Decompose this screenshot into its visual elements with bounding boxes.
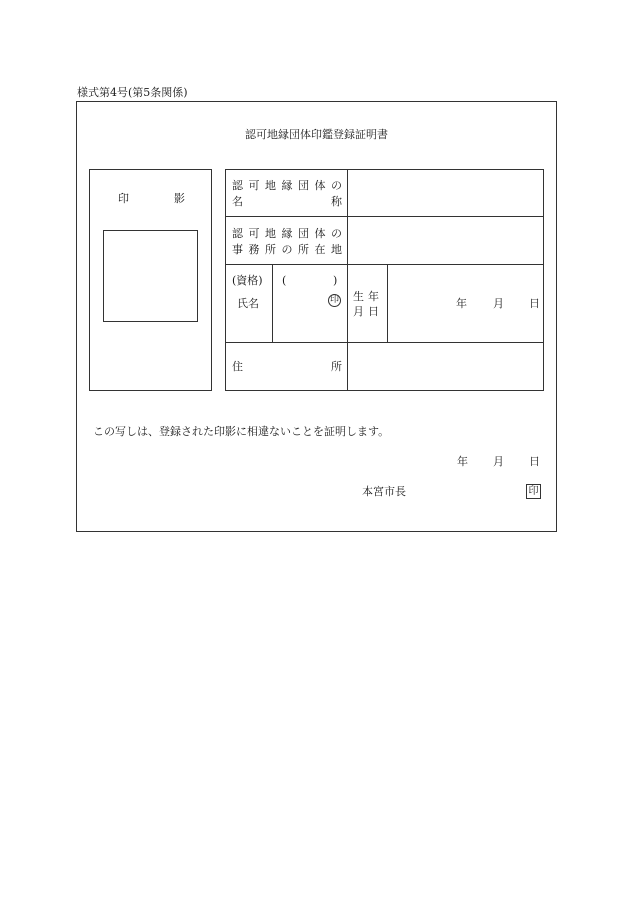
seal-impression-box <box>103 230 198 322</box>
issue-day-label: 日 <box>529 455 540 468</box>
table-divider-label <box>347 169 348 391</box>
seal-impression-label-ei: 影 <box>174 192 185 205</box>
name-label: 氏名 <box>237 297 259 310</box>
table-divider-birth <box>387 264 388 342</box>
qualification-paren-open: ( <box>282 274 287 287</box>
group-name-label-line1: 認可地縁団体の <box>232 179 342 192</box>
signatory-title: 本宮市長 <box>362 485 406 498</box>
address-label-b: 所 <box>331 360 342 373</box>
office-address-label-line2: 事務所の所在地 <box>232 243 342 256</box>
address-label-a: 住 <box>232 360 243 373</box>
table-row-divider-1 <box>225 216 544 217</box>
issue-year-label: 年 <box>457 455 468 468</box>
qualification-label: (資格) <box>232 274 263 287</box>
birth-label-line2: 月日 <box>353 305 383 318</box>
birth-month-label: 月 <box>493 297 504 310</box>
office-address-label-line1: 認可地縁団体の <box>232 227 342 240</box>
signatory-seal-mark: 印 <box>526 484 541 499</box>
table-row-divider-3 <box>225 342 544 343</box>
certificate-title: 認可地縁団体印鑑登録証明書 <box>245 128 388 141</box>
group-name-label-a: 名 <box>232 195 243 208</box>
birth-label-line1: 生年 <box>353 290 383 303</box>
qualification-paren-close: ) <box>333 274 338 287</box>
birth-day-label: 日 <box>529 297 540 310</box>
form-number: 様式第4号(第5条関係) <box>77 86 188 99</box>
representative-seal-mark: 印 <box>329 295 339 305</box>
issue-month-label: 月 <box>493 455 504 468</box>
table-divider-qualification <box>272 264 273 342</box>
group-name-label-b: 称 <box>331 195 342 208</box>
certification-statement: この写しは、登録された印影に相違ないことを証明します。 <box>93 425 390 438</box>
seal-impression-label-in: 印 <box>118 192 129 205</box>
birth-year-label: 年 <box>456 297 467 310</box>
